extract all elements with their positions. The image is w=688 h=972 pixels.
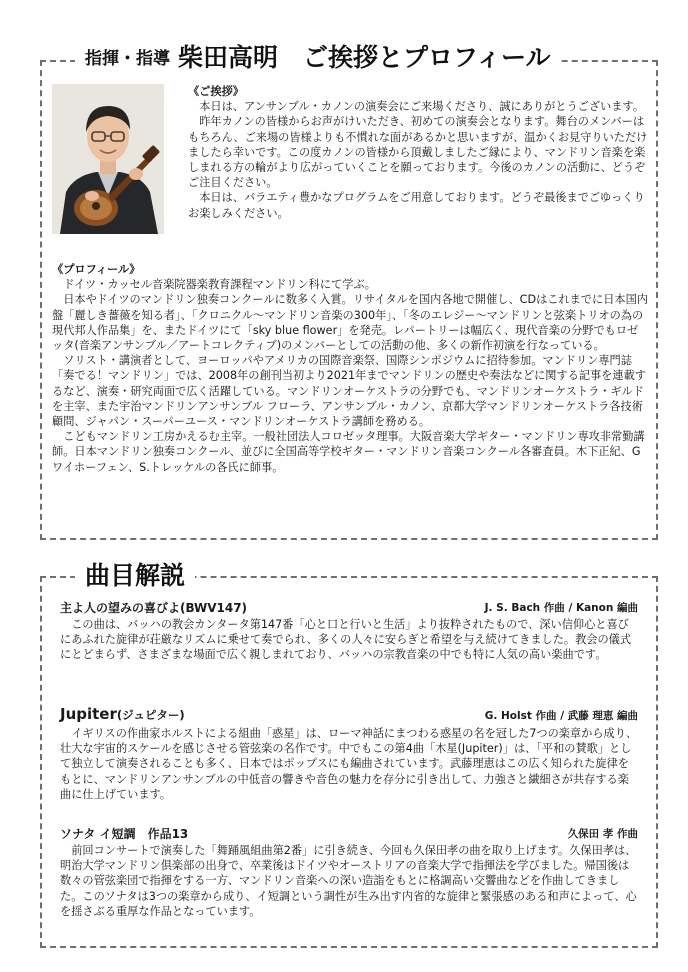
piece-credit: 久保田 孝 作曲 [567,828,638,840]
piece-title: ソナタ イ短調 作品13 [60,827,189,841]
piece-title [60,706,185,723]
profile-block [52,262,648,475]
heading-conductor-label: 指揮・指導 [85,49,170,69]
greeting-paragraph: 本日は、バラエティ豊かなプログラムをご用意しております。どうぞ最後までごゆっくりお楽しみください。 [188,191,645,220]
greeting-paragraph: 昨年カノンの皆様からお声がけいただき、初めての演奏会となります。舞台のメンバーはもちろん、ご来場の皆様よりも不慣れな面があるかと思いますが、温かくお見守りいただけましたら幸いです。この度カノンの皆様から頂戴しましたご縁により、マンドリン音楽を楽しまれる方の輪がより広がっていくことを願っております。今後のカノンの活動に、どうぞご注目ください。 [188,115,648,190]
piece-description [60,843,638,919]
piece-title-main: Jupiter [60,705,117,723]
piece-credit: G. Holst 作曲 / 武藤 理恵 編曲 [484,710,638,722]
heading-conductor-name: 柴田高明 ご挨拶とプロフィール [178,43,551,72]
piece-text: この曲は、バッハの教会カンタータ第147番「心と口と行いと生活」より抜粋されたもので、深い信仰心と喜びにあふれた旋律が荘厳なリズムに乗せて奏でられ、多くの人々に安らぎと希望を与え続けてきました。教会の儀式にとどまらず、さまざまな場面で広く親しまれており、バッハの宗教音楽の中でも特に人気の高い楽曲です。 [60,618,632,662]
piece-text: 前回コンサートで演奏した「舞踊風組曲第2番」に引き続き、今回も久保田孝の曲を取り上げます。久保田孝は、明治大学マンドリン倶楽部の出身で、卒業後はドイツやオーストリアの音楽大学で指揮法を学びました。帰国後は数々の管弦楽団で指揮をする一方、マンドリン音楽への深い造詣をもとに格調高い交響曲などを作曲してきました。このソナタは3つの楽章から成り、イ短調という調性が生み出す内省的な旋律と緊張感のある和声によって、心を揺さぶる重厚な作品となっています。 [60,844,637,918]
profile-paragraph: こどもマンドリン工房かえるむ主宰。一般社団法人コロゼッタ理事。大阪音楽大学ギター・マンドリン専攻非常勤講師。日本マンドリン独奏コンクール、並びに全国高等学校ギター・マンドリン音楽コンクール各審査員。木下正紀、Gワイホーフェン、S.トレッケルの各氏に師事。 [52,430,645,474]
piece-text: イギリスの作曲家ホルストによる組曲「惑星」は、ローマ神話にまつわる惑星の名を冠した7つの楽章から成り、壮大な宇宙的スケールを感じさせる管弦楽の名作です。中でもこの第4曲「木星(Jupiter)」は、「平和の賛歌」として独立して演奏されることも多く、日本ではポップスにも編曲されています。武藤理恵はこの広く知られた旋律をもとに、マンドリンアンサンブルの中低音の響きや音色の魅力を存分に引き出して、力強さと繊細さが共存する楽曲に仕上げています。 [60,727,638,801]
profile-paragraph: ソリスト・講演者として、ヨーロッパやアメリカの国際音楽祭、国際シンポジウムに招待参加。マンドリン専門誌「奏でる！マンドリン」では、2008年の創刊当初より2021年までマンドリンの歴史や奏法などに関する記事を連載するなど、演奏・研究両面で広く活躍している。マンドリンオーケストラの分野でも、マンドリンオーケストラ・ギルドを主宰、また宇治マンドリンアンサンブル フローラ、アンサンブル・カノン、京都大学マンドリンオーケストラ各技術顧問、ジャパン・スーパーユース・マンドリンオーケストラ講師を務める。 [52,354,646,429]
piece-description [60,617,638,663]
greeting-block [188,84,648,221]
piece-title: 主よ人の望みの喜びよ(BWV147) [60,601,248,615]
greeting-title: 《ご挨拶》 [188,85,244,98]
profile-title: 《プロフィール》 [52,263,141,276]
section-heading-program: 曲目解説 [75,556,195,596]
conductor-photo [52,84,164,234]
profile-paragraph: ドイツ・カッセル音楽院器楽教育課程マンドリン科にて学ぶ。 [63,278,376,292]
portrait-image [52,84,164,234]
section-heading-profile [75,38,561,78]
profile-paragraph: 日本やドイツのマンドリン独奏コンクールに数多く入賞。リサイタルを国内各地で開催し、CDはこれまでに日本国内盤「麗しき薔薇を知る者」、「クロニクル～マンドリン音楽の300年」、「冬のエレジー～マンドリンと弦楽トリオの為の現代邦人作品集」を、またドイツにて「sky blue flower」を発売。レパートリーは幅広く、現代音楽の分野でもロゼッタ(音楽アンサンブル／アートコレクティブ)のメンバーとしての活動の他、多くの新作初演を行なっている。 [52,293,648,353]
piece-credit: J. S. Bach 作曲 / Kanon 編曲 [484,602,638,614]
piece-description [60,726,638,802]
greeting-paragraph: 本日は、アンサンブル・カノンの演奏会にご来場くださり、誠にありがとうございます。 [199,100,644,114]
piece-title-sub: (ジュピター) [116,708,185,722]
